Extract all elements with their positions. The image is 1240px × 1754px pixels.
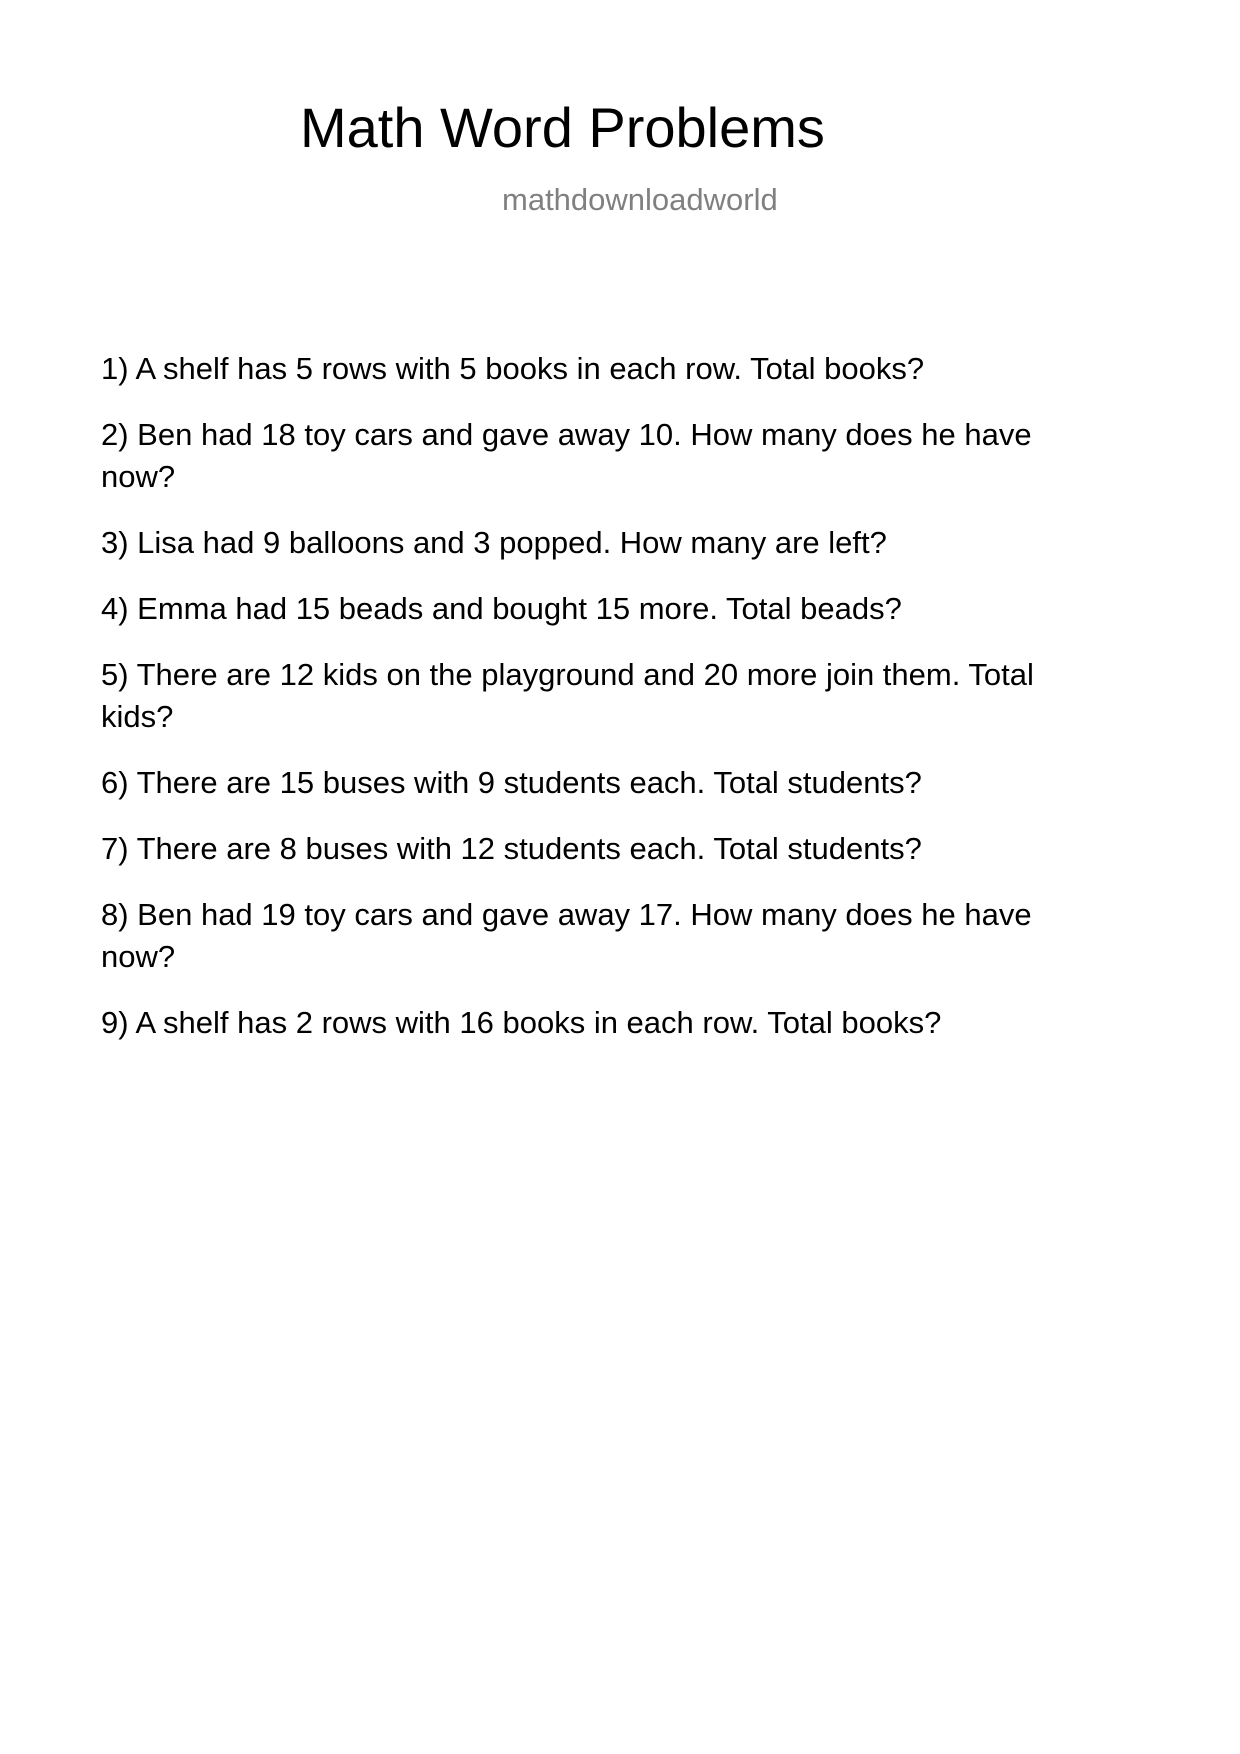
- problem-item: 5) There are 12 kids on the playground and 20 more join them. Total kids?: [101, 657, 1034, 734]
- problem-item: 8) Ben had 19 toy cars and gave away 17. How many does he have now?: [101, 897, 1032, 974]
- problem-item: 2) Ben had 18 toy cars and gave away 10. How many does he have now?: [101, 417, 1032, 494]
- problem-item: 9) A shelf has 2 rows with 16 books in each row. Total books?: [101, 1005, 942, 1040]
- problem-list: [101, 348, 1101, 1068]
- page-title: Math Word Problems: [300, 96, 825, 159]
- page-subtitle: mathdownloadworld: [502, 182, 778, 217]
- problem-item: 7) There are 8 buses with 12 students each. Total students?: [101, 831, 922, 866]
- problem-item: 3) Lisa had 9 balloons and 3 popped. How many are left?: [101, 525, 887, 560]
- problem-item: 6) There are 15 buses with 9 students each. Total students?: [101, 765, 922, 800]
- problem-item: 4) Emma had 15 beads and bought 15 more. Total beads?: [101, 591, 902, 626]
- problem-item: 1) A shelf has 5 rows with 5 books in each row. Total books?: [101, 351, 925, 386]
